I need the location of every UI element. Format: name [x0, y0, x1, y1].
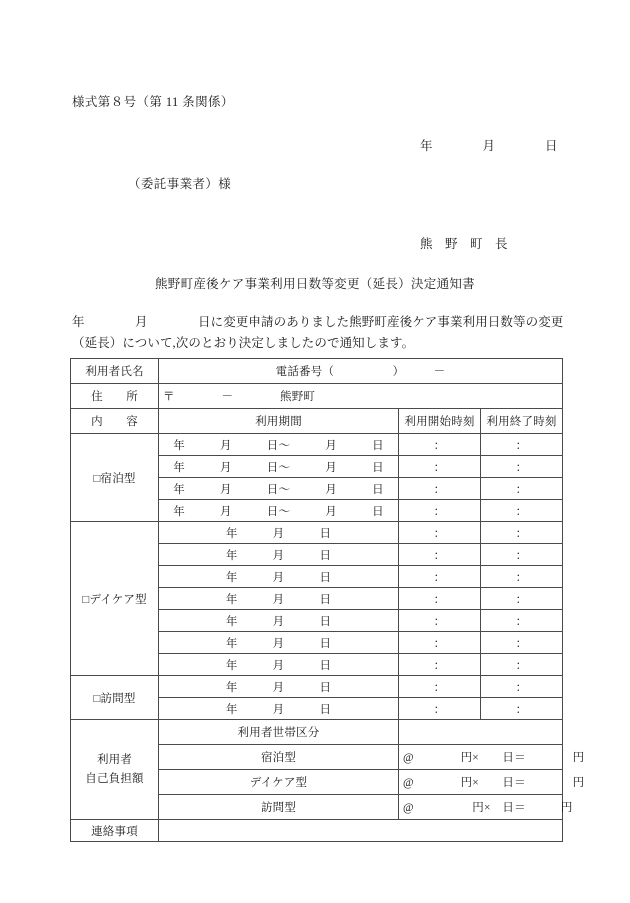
daycare-start-1[interactable]: ： [399, 522, 481, 544]
daycare-end-5[interactable]: ： [481, 610, 563, 632]
notification-form-table [70, 358, 585, 842]
daycare-end-6[interactable]: ： [481, 632, 563, 654]
stay-start-2[interactable]: ： [399, 456, 481, 478]
stay-period-2[interactable]: 年 月 日～ 月 日 [159, 456, 399, 478]
phone-number-field[interactable]: 電話番号（ ） － [159, 359, 563, 384]
visit-end-2[interactable]: ： [481, 698, 563, 720]
daycare-period-6[interactable]: 年 月 日 [159, 632, 399, 654]
stay-start-4[interactable]: ： [399, 500, 481, 522]
fee-stay-label: 宿泊型 [159, 745, 399, 770]
daycare-start-6[interactable]: ： [399, 632, 481, 654]
notes-value[interactable] [159, 820, 563, 842]
end-time-header: 利用終了時刻 [481, 409, 563, 434]
daycare-end-1[interactable]: ： [481, 522, 563, 544]
table-row-content-header [71, 409, 563, 434]
table-row-stay-1 [71, 434, 563, 456]
fee-daycare-value[interactable]: @ 円× 日＝ 円 [399, 770, 563, 795]
issuer-line: 熊 野 町 長 [420, 237, 508, 251]
table-row-visit-1 [71, 676, 563, 698]
notes-label: 連絡事項 [71, 820, 159, 842]
stay-start-1[interactable]: ： [399, 434, 481, 456]
stay-end-4[interactable]: ： [481, 500, 563, 522]
daycare-end-2[interactable]: ： [481, 544, 563, 566]
daycare-start-4[interactable]: ： [399, 588, 481, 610]
daycare-period-2[interactable]: 年 月 日 [159, 544, 399, 566]
body-paragraph [72, 312, 564, 354]
daycare-end-3[interactable]: ： [481, 566, 563, 588]
daycare-end-7[interactable]: ： [481, 654, 563, 676]
visit-period-1[interactable]: 年 月 日 [159, 676, 399, 698]
stay-start-3[interactable]: ： [399, 478, 481, 500]
address-field[interactable]: 〒 － 熊野町 [159, 384, 563, 409]
address-label: 住 所 [71, 384, 159, 409]
stay-end-1[interactable]: ： [481, 434, 563, 456]
daycare-period-3[interactable]: 年 月 日 [159, 566, 399, 588]
user-name-label: 利用者氏名 [71, 359, 159, 384]
fee-visit-label: 訪問型 [159, 795, 399, 820]
stay-end-2[interactable]: ： [481, 456, 563, 478]
content-label: 内 容 [71, 409, 159, 434]
daycare-type-label[interactable]: □デイケア型 [71, 522, 159, 676]
stay-end-3[interactable]: ： [481, 478, 563, 500]
daycare-end-4[interactable]: ： [481, 588, 563, 610]
body-paragraph-line-1: 年 月 日に変更申請のありました熊野町産後ケア事業利用日数等の変更 [72, 315, 564, 329]
addressee-line: （委託事業者）様 [128, 177, 232, 191]
form-number: 様式第８号（第 11 条関係） [72, 95, 234, 109]
daycare-start-7[interactable]: ： [399, 654, 481, 676]
stay-type-label[interactable]: □宿泊型 [71, 434, 159, 522]
visit-start-2[interactable]: ： [399, 698, 481, 720]
fee-label-line-1: 利用者 [96, 753, 133, 766]
stay-period-4[interactable]: 年 月 日～ 月 日 [159, 500, 399, 522]
daycare-start-3[interactable]: ： [399, 566, 481, 588]
visit-period-2[interactable]: 年 月 日 [159, 698, 399, 720]
table-row-notes [71, 820, 563, 842]
table-row-user-name [71, 359, 563, 384]
period-header: 利用期間 [159, 409, 399, 434]
fee-visit-value[interactable]: @ 円× 日＝ 円 [399, 795, 563, 820]
table-row-address [71, 384, 563, 409]
daycare-start-2[interactable]: ： [399, 544, 481, 566]
start-time-header: 利用開始時刻 [399, 409, 481, 434]
household-category-label: 利用者世帯区分 [159, 720, 399, 745]
document-title: 熊野町産後ケア事業利用日数等変更（延長）決定通知書 [154, 277, 475, 291]
daycare-start-5[interactable]: ： [399, 610, 481, 632]
fee-stay-value[interactable]: @ 円× 日＝ 円 [399, 745, 563, 770]
stay-period-1[interactable]: 年 月 日～ 月 日 [159, 434, 399, 456]
visit-end-1[interactable]: ： [481, 676, 563, 698]
household-category-value[interactable] [399, 720, 563, 745]
visit-start-1[interactable]: ： [399, 676, 481, 698]
table-row-daycare-1 [71, 522, 563, 544]
visit-type-label[interactable]: □訪問型 [71, 676, 159, 720]
daycare-period-4[interactable]: 年 月 日 [159, 588, 399, 610]
issue-date-line: 年 月 日 [420, 139, 558, 153]
fee-label-line-2: 自己負担額 [85, 772, 144, 785]
stay-period-3[interactable]: 年 月 日～ 月 日 [159, 478, 399, 500]
table-row-fee-household [71, 720, 563, 745]
fee-daycare-label: デイケア型 [159, 770, 399, 795]
daycare-period-7[interactable]: 年 月 日 [159, 654, 399, 676]
daycare-period-5[interactable]: 年 月 日 [159, 610, 399, 632]
daycare-period-1[interactable]: 年 月 日 [159, 522, 399, 544]
body-paragraph-line-2: （延長）について,次のとおり決定しましたので通知します。 [72, 336, 415, 350]
fee-section-label [71, 720, 159, 820]
